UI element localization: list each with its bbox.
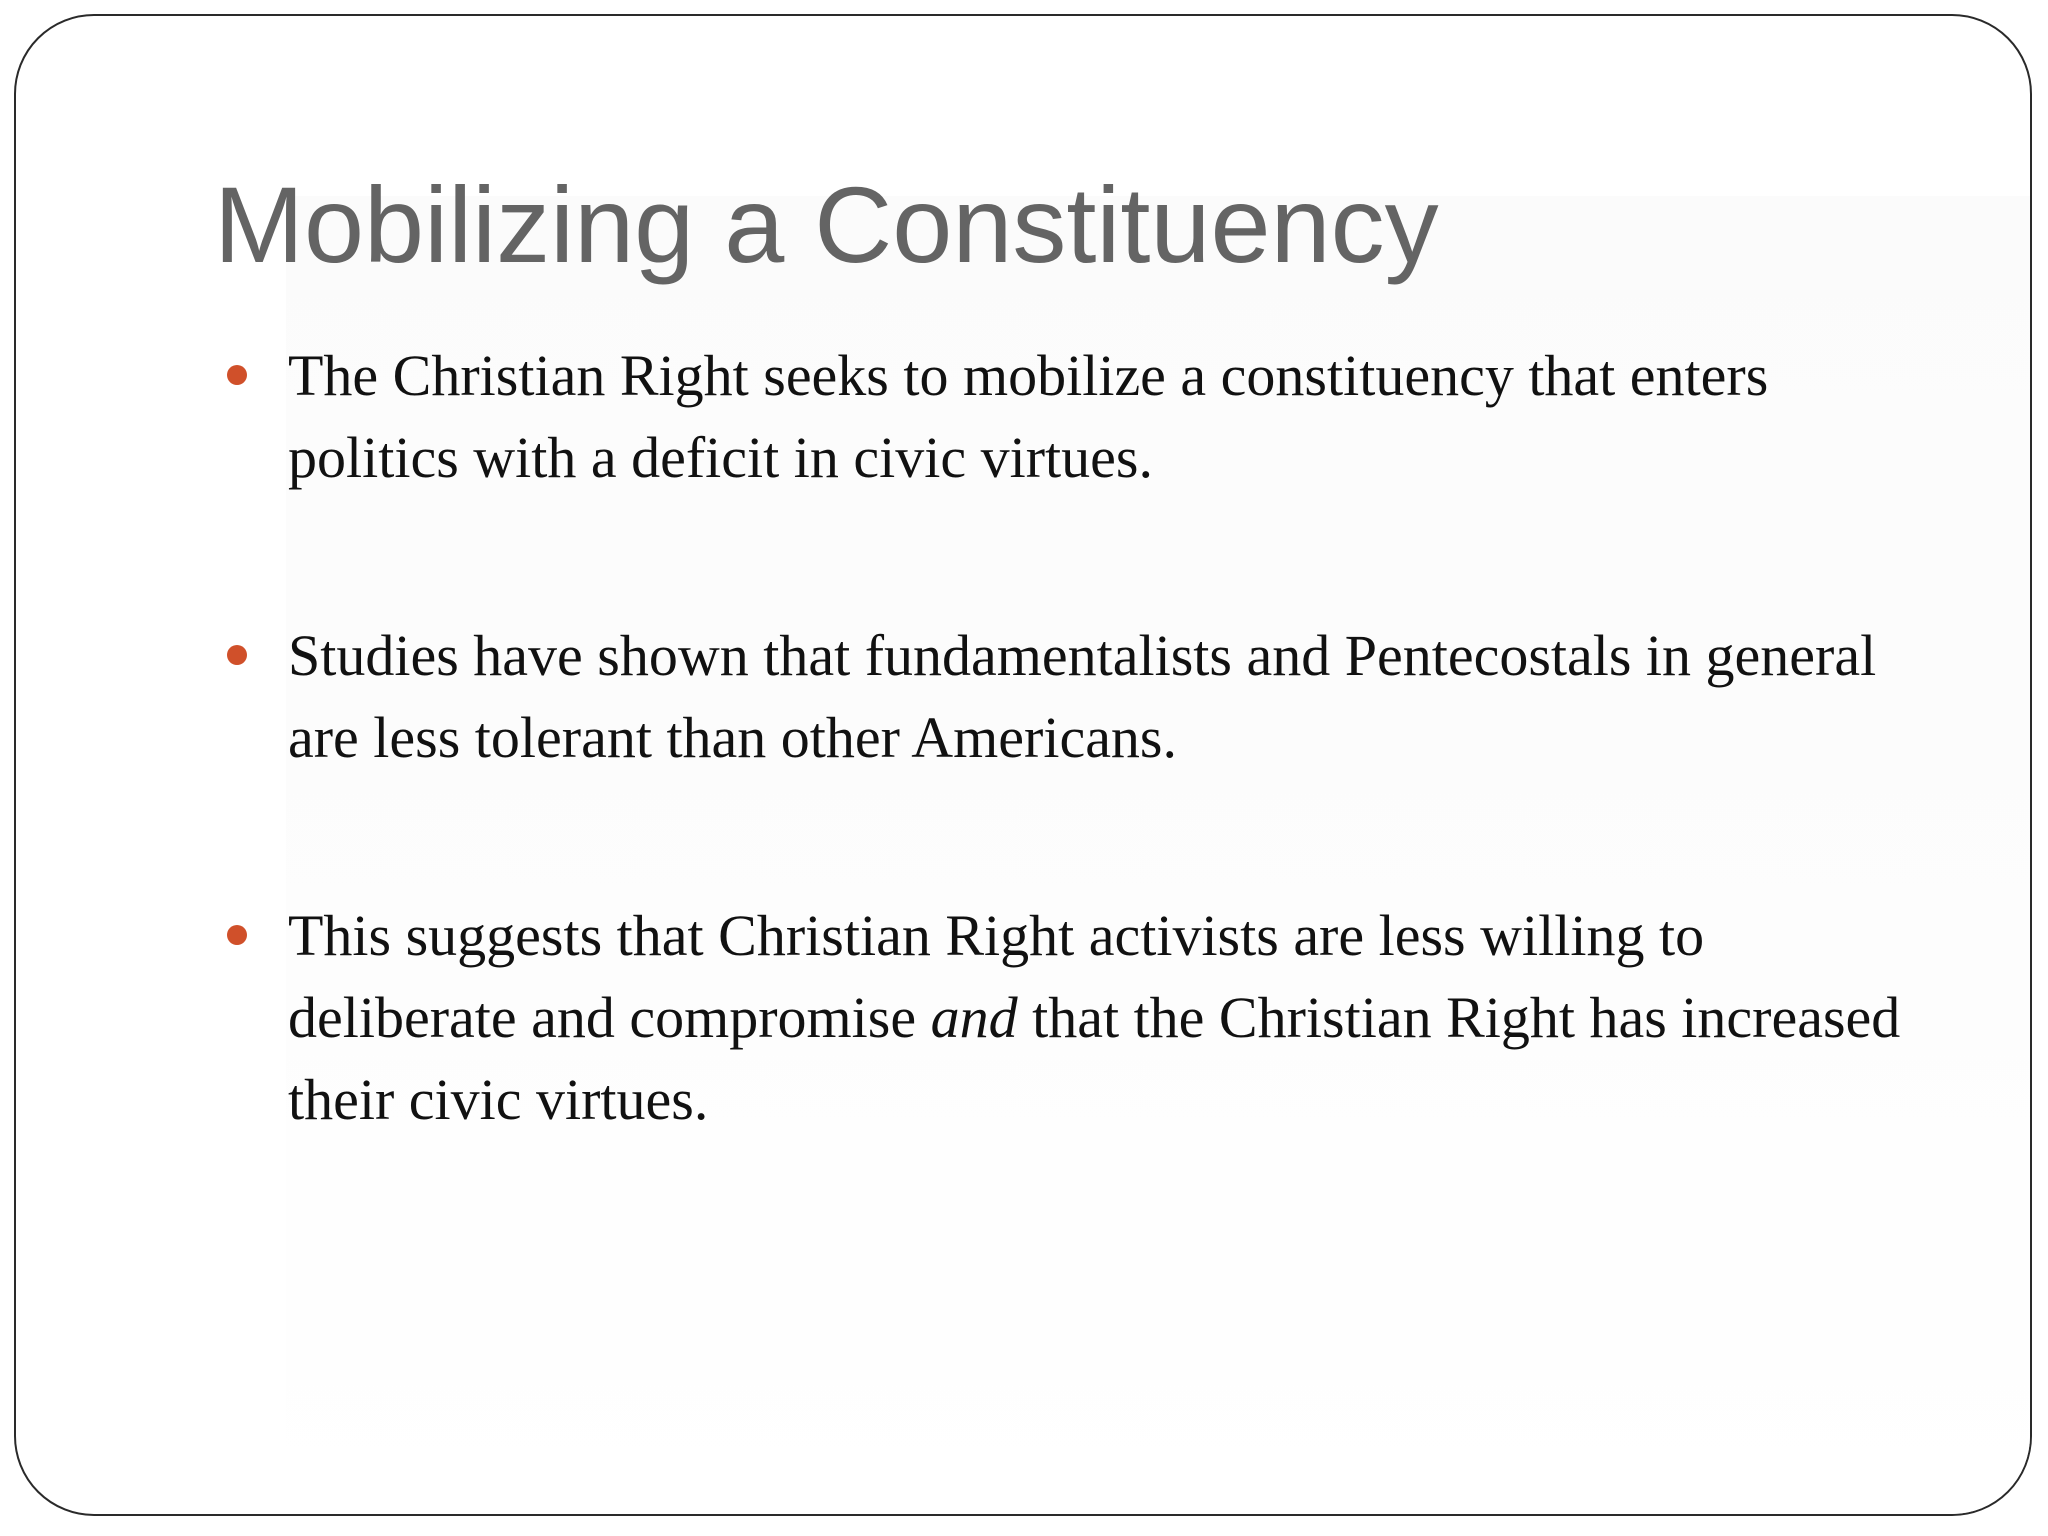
bullet-item [214, 895, 1914, 1141]
bullet-dot-icon [227, 365, 247, 385]
bullet-item [214, 615, 1914, 779]
bullet-text: The Christian Right seeks to mobilize a constituency that enters politics with a deficit in civic virtues. [288, 343, 1769, 490]
slide-title: Mobilizing a Constituency [214, 164, 1439, 285]
bullet-item [214, 335, 1914, 499]
bullet-text-part: that the Christian Right has increased their civic virtues. [288, 985, 1901, 1132]
bullet-dot-icon [227, 925, 247, 945]
bullet-text-emphasis: and [930, 985, 1018, 1050]
bullet-dot-icon [227, 645, 247, 665]
bullet-text-part: This suggests that Christian Right activists are less willing to deliberate and compromise [288, 903, 1705, 1050]
bullet-text: Studies have shown that fundamentalists and Pentecostals in general are less tolerant than other Americans. [288, 623, 1877, 770]
bullet-list [214, 335, 1914, 1257]
bullet-text [288, 903, 1900, 1132]
